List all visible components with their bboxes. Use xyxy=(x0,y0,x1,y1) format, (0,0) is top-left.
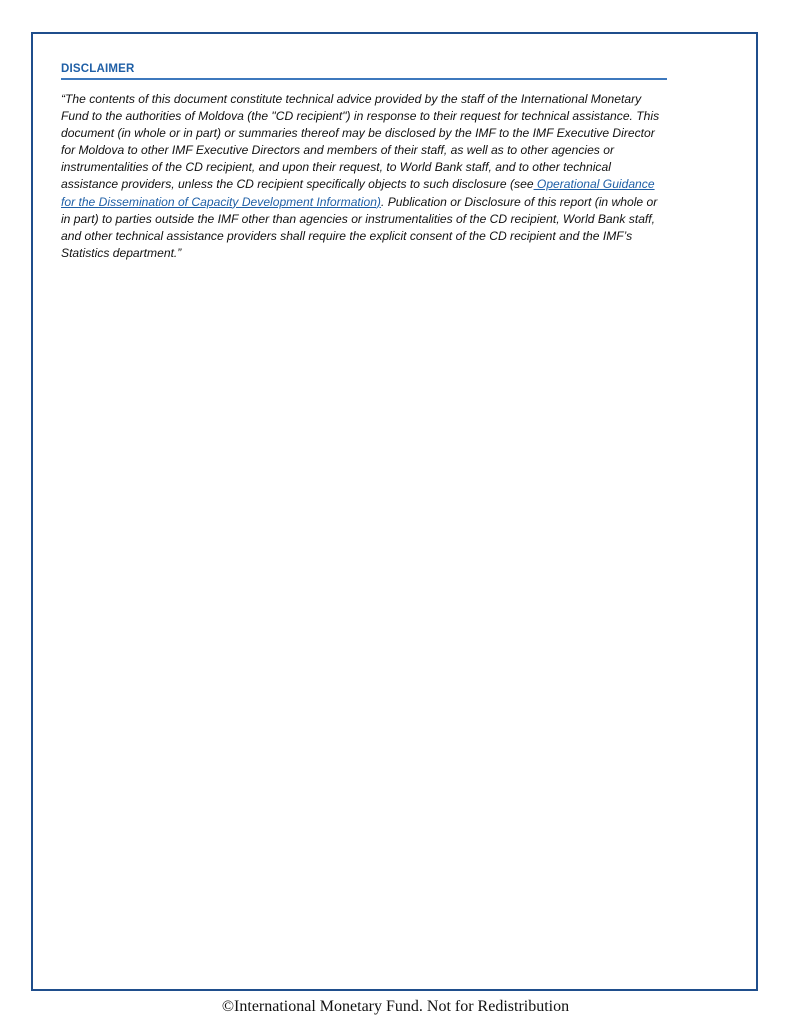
copyright-footer: ©International Monetary Fund. Not for Redistribution xyxy=(221,998,570,1015)
disclaimer-text-before-link: “The contents of this document constitute technical advice provided by the staff of the International Monetary Fund to the authorities of Moldova (the "CD recipient") in response to their request for technical assistance. This document (in whole or in part) or summaries thereof may be disclosed by the IMF to the IMF Executive Director for Moldova to other IMF Executive Directors and members of their staff, as well as to other agencies or instrumentalities of the CD recipient, and upon their request, to World Bank staff, and to other technical assistance providers, unless the CD recipient specifically objects to such disclosure (see xyxy=(61,92,660,192)
disclaimer-body xyxy=(61,91,667,262)
operational-guidance-link[interactable]: Operational Guidance for the Dissemination of Capacity Development Information) xyxy=(61,177,655,209)
disclaimer-section xyxy=(61,63,667,262)
disclaimer-text-after-link: . Publication or Disclosure of this report (in whole or in part) to parties outside the IMF other than agencies or instrumentalities of the CD recipient, World Bank staff, and other technical assistance providers shall require the explicit consent of the CD recipient and the IMF’s Statistics department.” xyxy=(61,194,658,260)
disclaimer-heading: DISCLAIMER xyxy=(61,63,667,80)
